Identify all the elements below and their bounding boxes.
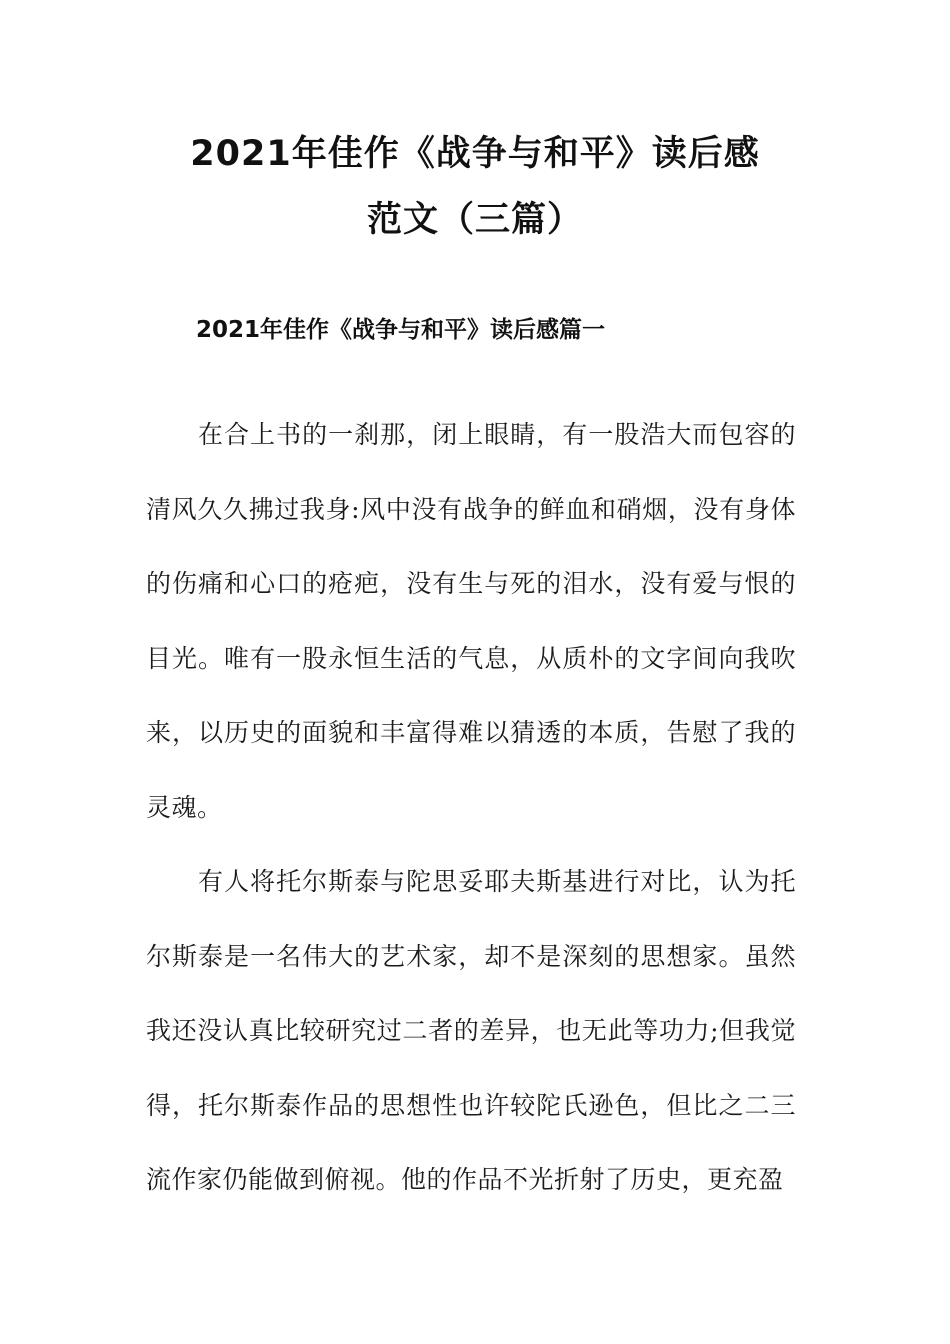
document-title-line-1: 2021年佳作《战争与和平》读后感	[190, 134, 760, 174]
document-title-line-2: 范文（三篇）	[366, 200, 583, 240]
paragraph-1: 在合上书的一刹那，闭上眼睛，有一股浩大而包容的清风久久拂过我身:风中没有战争的鲜血和硝烟，没有身体的伤痛和心口的疮疤，没有生与死的泪水，没有爱与恨的目光。唯有一股永恒生活的气息，从质朴的文字间向我吹来，以历史的面貌和丰富得难以猜透的本质，告慰了我的灵魂。	[146, 420, 796, 822]
section-heading: 2021年佳作《战争与和平》读后感篇一	[196, 317, 606, 343]
paragraph-2: 有人将托尔斯泰与陀思妥耶夫斯基进行对比，认为托尔斯泰是一名伟大的艺术家，却不是深刻的思想家。虽然我还没认真比较研究过二者的差异，也无此等功力;但我觉得，托尔斯泰作品的思想性也许较陀氏逊色，但比之二三流作家仍能做到俯视。他的作品不光折射了历史，更充盈	[146, 867, 796, 1194]
